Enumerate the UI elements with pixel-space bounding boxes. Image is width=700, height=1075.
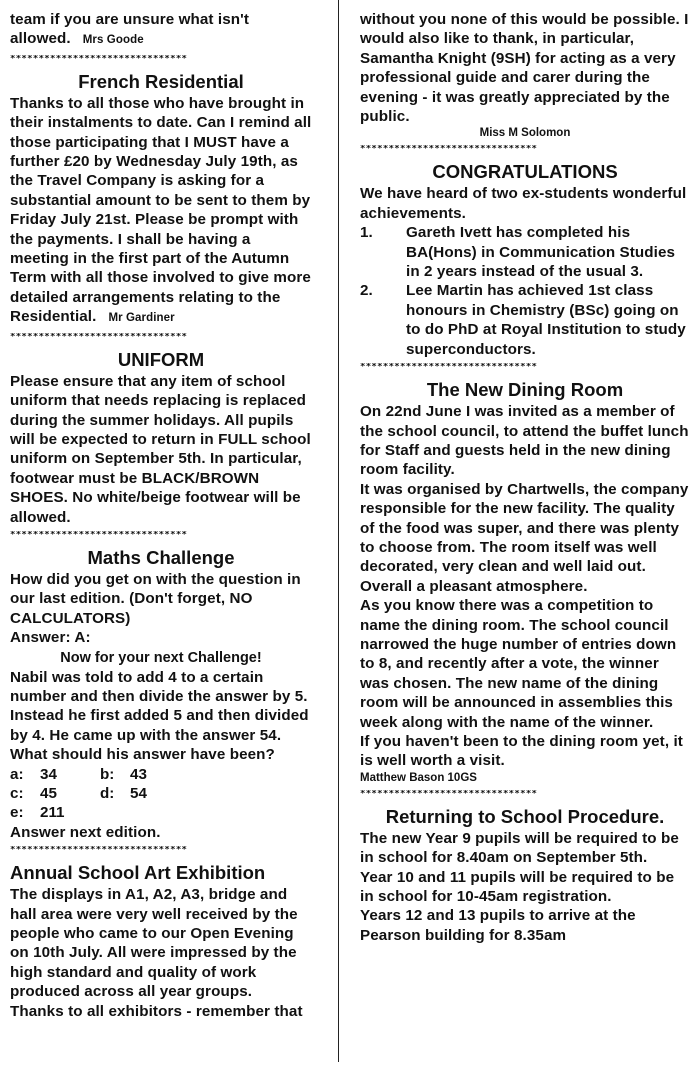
maths-footer: Answer next edition. xyxy=(10,823,161,841)
french-body xyxy=(10,94,312,329)
right-intro: without you none of this would be possible. I would also like to thank, in particular, Samantha Knight (9SH) for acting as a very professional guide and carer during the evening - it was greatly appreciated by the public. xyxy=(360,11,689,126)
returning-paragraph: Years 12 and 13 pupils to arrive at the Pearson building for 8.35am xyxy=(360,907,636,944)
congrats-item xyxy=(360,281,690,359)
option-label: b: xyxy=(100,765,115,783)
item-text: Gareth Ivett has completed his BA(Hons) in Communication Studies in 2 years instead of the usual 3. xyxy=(406,224,676,281)
returning-paragraph: Year 10 and 11 pupils will be required to be in school for 10-45am registration. xyxy=(360,868,675,906)
french-signature: Mr Gardiner xyxy=(108,312,175,325)
separator: ******************************* xyxy=(360,363,538,373)
dining-paragraph: As you know there was a competition to name the dining room. The school council narrowed the huge number of entries down to 8, and recently after a vote, the winner was chosen. The new name of the dining room will be announced in assemblies this week along with the name of the winner. xyxy=(360,597,677,731)
congrats-title: CONGRATULATIONS xyxy=(432,161,618,183)
option-label: e: xyxy=(10,804,24,822)
intro-signature: Mrs Goode xyxy=(82,34,144,47)
maths-intro: How did you get on with the question in our last edition. (Don't forget, NO CALCULATORS) xyxy=(10,570,301,627)
art-body: The displays in A1, A2, A3, bridge and hall area were very well received by the people who came to our Open Evening on 10th July. All were impressed by the high standard and quality of work produced across all year groups. xyxy=(10,886,298,1001)
option-label: d: xyxy=(100,785,115,802)
returning-title: Returning to School Procedure. xyxy=(385,805,665,827)
french-text: Thanks to all those who have brought in their instalments to date. Can I remind all those participating that I MUST have a further £20 by Wednesday July 19th, as the Travel Company is asking for a substantial amount to be sent to them by Friday July 21st. Please be prompt with the payments. I shall be having a meeting in the first part of the Autumn Term with all those involved to give more detailed arrangements relating to the Residential. xyxy=(10,94,312,326)
item-number: 2. xyxy=(360,282,373,300)
art-body-continued: Thanks to all exhibitors - remember that xyxy=(10,1002,303,1020)
uniform-body: Please ensure that any item of school uniform that needs replacing is replaced during the summer holidays. All pupils will be expected to return in FULL school uniform on September 5th. In particular, footwear must be BLACK/BROWN SHOES. No white/beige footwear will be allowed. xyxy=(10,372,311,526)
column-divider xyxy=(338,0,339,1062)
item-text: Lee Martin has achieved 1st class honours in Chemistry (BSc) going on to do PhD at Royal Institution to study superconductors. xyxy=(406,282,686,358)
option-value: 45 xyxy=(40,785,57,802)
separator: ******************************* xyxy=(10,54,188,64)
dining-paragraph: If you haven't been to the dining room yet, it is well worth a visit. xyxy=(360,733,683,770)
dining-paragraph: It was organised by Chartwells, the company responsible for the new facility. The quality of the food was super, and there was plenty to choose from. The room itself was well decorated, very clean and well laid out. xyxy=(360,480,689,576)
right-intro-signature: Miss M Solomon xyxy=(479,127,571,140)
dining-title: The New Dining Room xyxy=(426,379,624,401)
option-label: a: xyxy=(10,765,24,783)
separator: ******************************* xyxy=(10,530,188,540)
left-column xyxy=(10,0,312,1021)
returning-paragraph: The new Year 9 pupils will be required to be in school for 8.40am on September 5th. xyxy=(360,829,679,867)
separator: ******************************* xyxy=(10,332,188,342)
dining-paragraph: Overall a pleasant atmosphere. xyxy=(360,577,588,595)
separator: ******************************* xyxy=(360,789,538,799)
art-title: Annual School Art Exhibition xyxy=(10,862,266,884)
uniform-title: UNIFORM xyxy=(117,348,205,370)
maths-title: Maths Challenge xyxy=(87,546,235,568)
option-label: c: xyxy=(10,785,24,802)
option-value: 43 xyxy=(130,765,147,783)
intro-text: team if you are unsure what isn't allowed. xyxy=(10,11,249,48)
intro-paragraph xyxy=(10,10,312,51)
option-value: 211 xyxy=(40,804,65,822)
dining-paragraph: On 22nd June I was invited as a member of the school council, to attend the buffet lunch for Staff and guests held in the new dining room facility. xyxy=(360,403,689,479)
french-title: French Residential xyxy=(78,70,244,92)
congrats-intro: We have heard of two ex-students wonderful achievements. xyxy=(360,185,687,222)
option-value: 54 xyxy=(130,785,147,802)
separator: ******************************* xyxy=(360,145,538,155)
item-number: 1. xyxy=(360,224,373,242)
right-column xyxy=(360,0,690,945)
option-value: 34 xyxy=(40,765,57,783)
congrats-item xyxy=(360,223,690,281)
maths-subtitle: Now for your next Challenge! xyxy=(60,649,262,666)
separator: ******************************* xyxy=(10,846,188,856)
maths-options xyxy=(10,765,312,823)
maths-answer: Answer: A: xyxy=(10,629,91,647)
maths-question: Nabil was told to add 4 to a certain number and then divide the answer by 5. Instead he first added 5 and then divided by 4. He came up with the answer 54. What should his answer have been? xyxy=(10,668,309,764)
dining-signature: Matthew Bason 10GS xyxy=(360,771,477,784)
